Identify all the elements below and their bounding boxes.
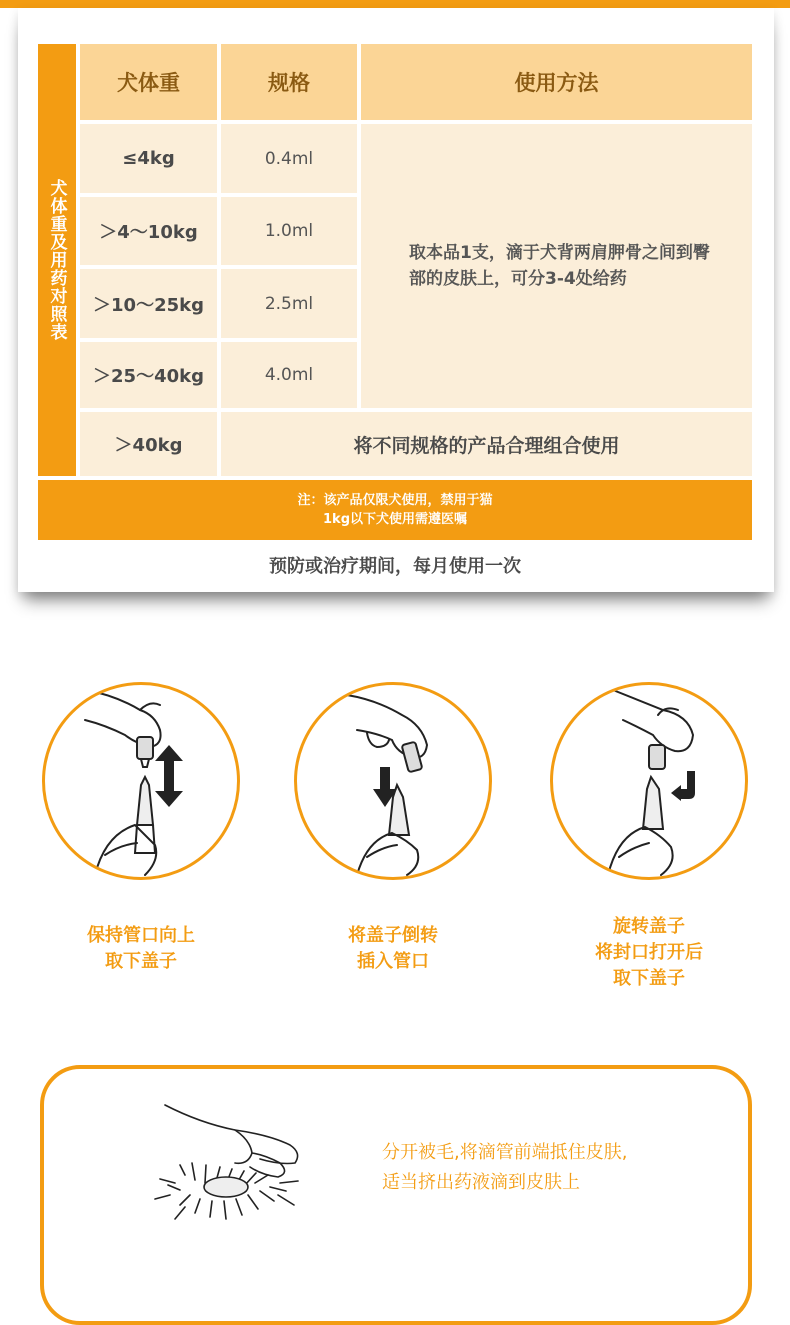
note-line-1: 注：该产品仅限犬使用，禁用于猫: [297, 492, 493, 508]
row-spec-3: 2.5ml: [221, 269, 357, 338]
row-weight-4: ＞25～40kg: [80, 342, 217, 408]
table-side-title: 犬体重及用药对照表: [38, 44, 76, 476]
up-down-arrow-icon: [155, 745, 183, 807]
method-text: 取本品1支，滴于犬背两肩胛骨之间到臀部的皮肤上，可分3-4处给药: [409, 242, 710, 289]
down-arrow-icon: [373, 767, 397, 807]
note-line-2: 1kg以下犬使用需遵医嘱: [323, 512, 467, 527]
header-weight: 犬体重: [80, 44, 217, 120]
step-3-line-3: 取下盖子: [613, 968, 685, 989]
row-weight-5: ＞40kg: [80, 412, 217, 476]
row-spec-1: 0.4ml: [221, 124, 357, 193]
application-instructions: [382, 1138, 627, 1198]
monthly-usage: 预防或治疗期间，每月使用一次: [269, 556, 521, 577]
row-weight-1: ≤4kg: [80, 124, 217, 193]
top-accent-bar: [0, 0, 790, 8]
hand-twisting-cap-illustration: [553, 685, 745, 877]
combination-note: 将不同规格的产品合理组合使用: [221, 412, 752, 476]
hand-removing-cap-illustration: [45, 685, 237, 877]
step-2-line-1: 将盖子倒转: [348, 925, 438, 946]
header-method: 使用方法: [361, 44, 752, 120]
row-weight-2: ＞4～10kg: [80, 197, 217, 265]
step-1-caption: [42, 923, 240, 975]
step-3-circle: [550, 682, 748, 880]
usage-note: [38, 480, 752, 540]
row-spec-4: 4.0ml: [221, 342, 357, 408]
header-spec: 规格: [221, 44, 357, 120]
application-line-2: 适当挤出药液滴到皮肤上: [382, 1172, 580, 1193]
step-1-line-2: 取下盖子: [105, 951, 177, 972]
step-3-caption: [550, 914, 748, 992]
row-spec-2: 1.0ml: [221, 197, 357, 265]
step-3-line-1: 旋转盖子: [613, 916, 685, 937]
application-line-1: 分开被毛,将滴管前端抵住皮肤,: [382, 1142, 628, 1163]
hand-parting-fur-illustration: [140, 1095, 320, 1245]
step-2-line-2: 插入管口: [357, 951, 429, 972]
step-2-caption: [294, 923, 492, 975]
step-3-line-2: 将封口打开后: [595, 942, 703, 963]
step-1-circle: [42, 682, 240, 880]
row-weight-3: ＞10～25kg: [80, 269, 217, 338]
dosage-card: [18, 8, 774, 592]
step-2-circle: [294, 682, 492, 880]
method-description: [361, 124, 752, 408]
step-1-line-1: 保持管口向上: [87, 925, 195, 946]
rotate-arrow-icon: [671, 771, 697, 801]
